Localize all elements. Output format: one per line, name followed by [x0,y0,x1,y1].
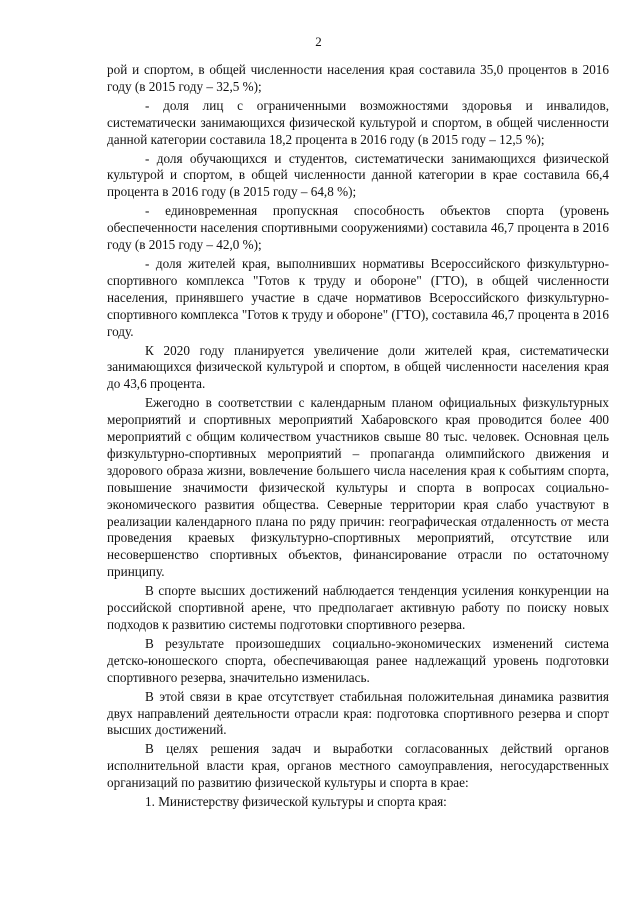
page-number: 2 [315,34,322,49]
paragraph-4: - единовременная пропускная способность объектов спорта (уровень обеспеченности населения спортивными сооружениями) составила 46,7 процента в 2016 году (в 2015 году – 42,0 %); [107,203,609,253]
paragraph-8: В спорте высших достижений наблюдается тенденция усиления конкуренции на российской спортивной арене, что предполагает активную работу по поиску новых подходов к развитию системы подготовки спортивного резерва. [107,583,609,632]
paragraph-10: В этой связи в крае отсутствует стабильная положительная динамика развития двух направлений деятельности отрасли края: подготовка спортивного резерва и спорт высших достижений. [107,688,609,738]
paragraph-1: рой и спортом, в общей численности населения края составила 35,0 процентов в 2016 году (в 2015 году – 32,5 %); [107,62,609,94]
paragraph-11: В целях решения задач и выработки согласованных действий органов исполнительной власти края, органов местного самоуправления, негосударственных организаций по развитию физической культуры и спорта в крае: [107,741,609,791]
paragraph-3: - доля обучающихся и студентов, систематически занимающихся физической культурой и спортом, в общей численности данной категории в крае составила 66,4 процента в 2016 году (в 2015 году – 64,8 %); [107,150,609,200]
paragraph-2: - доля лиц с ограниченными возможностями здоровья и инвалидов, систематически занимающихся физической культурой и спортом, в общей численности данной категории составила 18,2 процента в 2016 году (в 2015 году – 12,5 %); [107,97,609,147]
paragraph-7: Ежегодно в соответствии с календарным планом официальных физкультурных мероприятий и спортивных мероприятий Хабаровского края проводится более 400 мероприятий с общим количеством участников свыше 80 тыс. человек. Основная цель физкультурно-спортивных мероприятий – пропаганда олимпийского движения и здорового образа жизни, вовлечение большего числа населения края к событиям спорта, повышение значимости физической культуры и спорта в вопросах социально-экономического развития общества. Северные территории края слабо участвуют в реализации календарного плана по ряду причин: географическая отдаленность от места проведения краевых физкультурно-спортивных мероприятий, отсутствие или несовершенство спортивных объектов, финансирование отрасли по остаточному принципу. [107,395,609,580]
document-body [107,62,609,813]
paragraph-5: - доля жителей края, выполнивших нормативы Всероссийского физкультурно-спортивного комплекса "Готов к труду и обороне" (ГТО), в общей численности населения, принявшего участие в сдаче нормативов Всероссийского физкультурно-спортивного комплекса "Готов к труду и обороне" (ГТО), составила 46,7 процента в 2016 году. [107,255,609,339]
paragraph-9: В результате произошедших социально-экономических изменений система детско-юношеского спорта, обеспечивающая ранее надлежащий уровень подготовки спортивного резерва, значительно изменилась. [107,635,609,685]
paragraph-6: К 2020 году планируется увеличение доли жителей края, систематически занимающихся физической культурой и спортом, в общей численности населения края до 43,6 процента. [107,342,609,392]
paragraph-12: 1. Министерству физической культуры и спорта края: [145,794,447,810]
